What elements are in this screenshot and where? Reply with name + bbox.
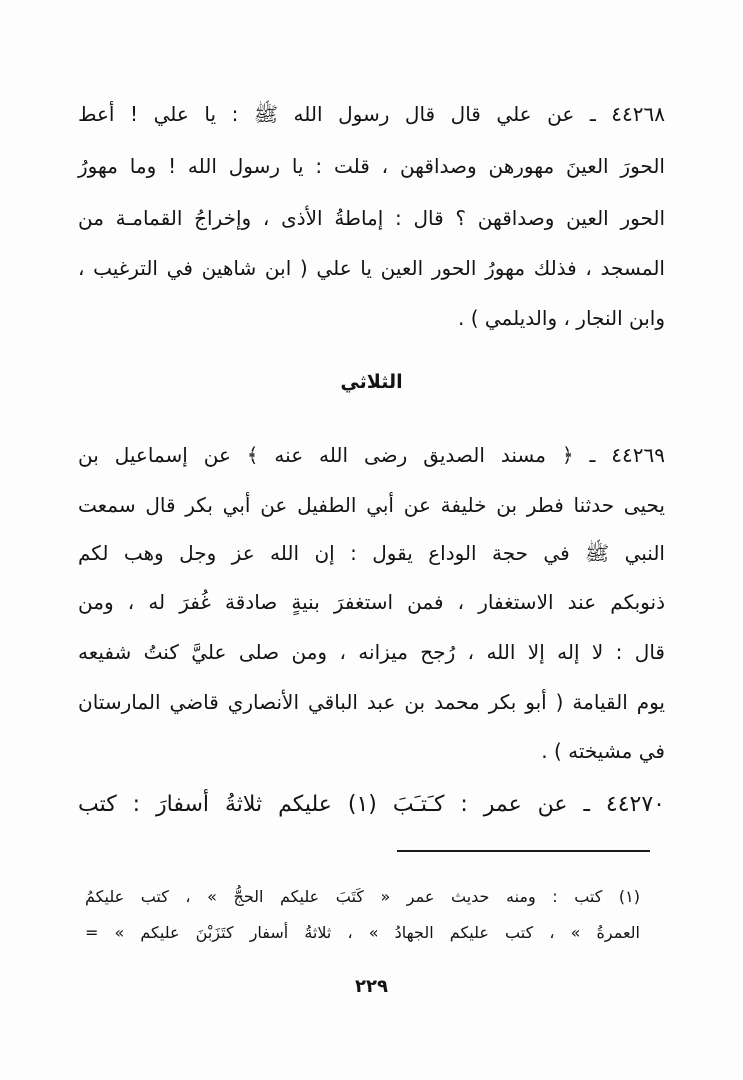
hadith-44269-line-7: في مشيخته ) . xyxy=(541,739,665,763)
hadith-44268-line-2: الحورَ العينَ مهورهن وصداقهن ، قلت : يا رسول الله ! وما مهورُ xyxy=(78,154,665,178)
hadith-44268-line-1: ٤٤٢٦٨ ـ عن علي قال قال رسول الله ﷺ : يا علي ! أعط xyxy=(78,102,665,126)
hadith-44268-line-5: وابن النجار ، والديلمي ) . xyxy=(458,306,665,330)
hadith-44269-line-3: النبي ﷺ في حجة الوداع يقول : إن الله عز وجل وهب لكم xyxy=(78,541,665,565)
hadith-44269-line-1: ٤٤٢٦٩ ـ ﴿ مسند الصديق رضى الله عنه ﴾ عن إسماعيل بن xyxy=(78,443,665,467)
hadith-44269-line-2: يحيى حدثنا فطر بن خليفة عن أبي الطفيل عن أبي بكر قال سمعت xyxy=(78,493,665,517)
page-number: ٢٢٩ xyxy=(355,976,388,997)
hadith-44269-line-5: قال : لا إله إلا الله ، رُجح ميزانه ، ومن صلى عليَّ كنتُ شفيعه xyxy=(78,640,665,664)
hadith-44269-line-6: يوم القيامة ( أبو بكر محمد بن عبد الباقي الأنصاري قاضي المارستان xyxy=(78,690,665,714)
hadith-44268-line-4: المسجد ، فذلك مهورُ الحور العين يا علي ( ابن شاهين في الترغيب ، xyxy=(78,256,665,280)
footnote-divider xyxy=(397,850,650,852)
footnote-line-1: (١) كتب : ومنه حديث عمر « كَتَبَ عليكم الحجُّ » ، كتب عليكمُ xyxy=(85,887,640,906)
hadith-44270-line-1: ٤٤٢٧٠ ـ عن عمر : كـَتـَبَ (١) عليكم ثلاثةُ أسفارَ : كتب xyxy=(78,792,665,817)
footnote-line-2: العمرةُ » ، كتب عليكم الجهادُ » ، ثلاثةُ أسفار كتَزَبْنَ عليكم » = xyxy=(85,923,640,942)
section-heading: الثلاثي xyxy=(340,371,403,393)
hadith-44269-line-4: ذنوبكم عند الاستغفار ، فمن استغفرَ بنيةٍ صادقة غُفرَ له ، ومن xyxy=(78,590,665,614)
hadith-44268-line-3: الحور العين وصداقهن ؟ قال : إماطةُ الأذى ، وإخراجُ القمامـة من xyxy=(78,206,665,230)
